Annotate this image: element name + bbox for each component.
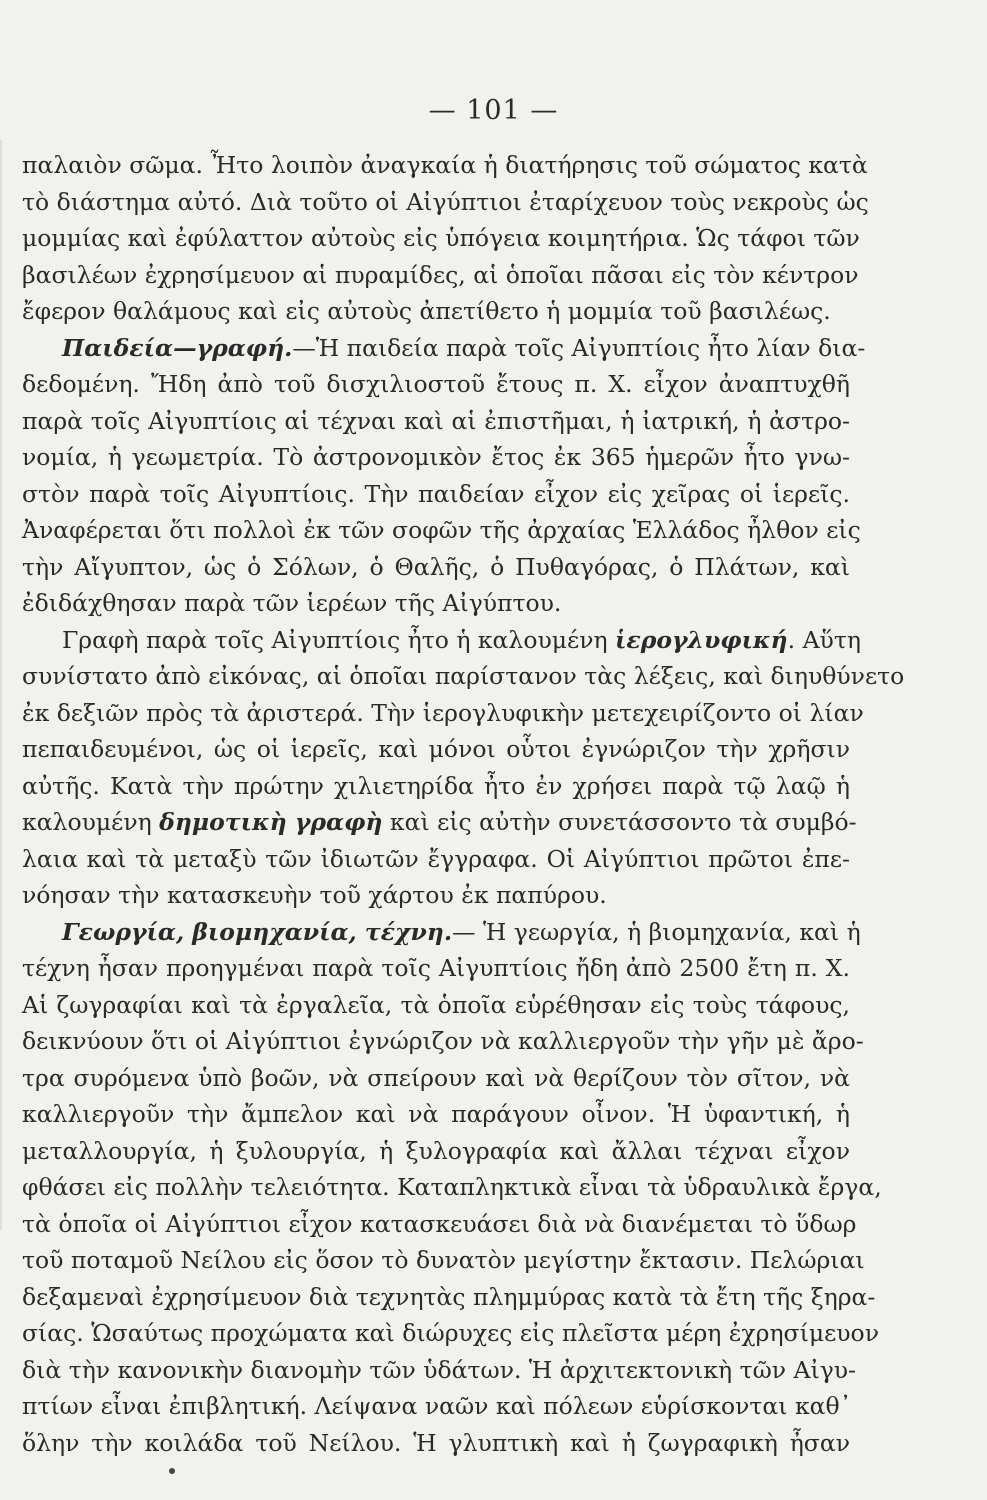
page-number: — 101 — [428, 95, 559, 126]
text-line: δεξαμεναὶ ἐχρησίμευον διὰ τεχνητὰς πλημμύρας κατὰ τὰ ἔτη τῆς ξηρα- [22, 1282, 876, 1311]
emphasized-term: ἱερογλυφική [615, 625, 788, 654]
text-span: καλουμένη [22, 808, 160, 836]
text-line: δεικνύουν ὅτι οἱ Αἰγύπτιοι ἐγνώριζον νὰ καλλιεργοῦν τὴν γῆν μὲ ἄρο- [22, 1027, 864, 1055]
text-line: τοῦ ποταμοῦ Νείλου εἰς ὅσον τὸ δυνατὸν μεγίστην ἔκτασιν. Πελώριαι [22, 1246, 865, 1274]
ink-speck [169, 1468, 175, 1474]
text-line: πεπαιδευμένοι, ὡς οἱ ἱερεῖς, καὶ μόνοι οὗτοι ἐγνώριζον τὴν χρῆσιν [22, 735, 850, 763]
text-line: συνίστατο ἀπὸ εἰκόνας, αἱ ὁποῖαι παρίστανον τὰς λέξεις, καὶ διηυθύνετο [22, 662, 905, 690]
text-line [22, 804, 857, 841]
text-line: ἔφερον θαλάμους καὶ εἰς αὐτοὺς ἀπετίθετο ἡ μομμία τοῦ βασιλέως. [22, 297, 831, 325]
text-line [22, 914, 861, 951]
text-span: — Ἡ γεωργία, ἡ βιομηχανία, καὶ ἡ [452, 917, 861, 946]
text-line: μομμίας καὶ ἐφύλαττον αὐτοὺς εἰς ὑπόγεια κοιμητήρια. Ὡς τάφοι τῶν [22, 224, 860, 252]
text-line: Ἀναφέρεται ὅτι πολλοὶ ἐκ τῶν σοφῶν τῆς ἀρχαίας Ἑλλάδος ἦλθον εἰς [22, 516, 861, 544]
text-line: νομία, ἡ γεωμετρία. Τὸ ἀστρονομικὸν ἔτος ἐκ 365 ἡμερῶν ἦτο γνω- [22, 443, 850, 471]
text-line: τρα συρόμενα ὑπὸ βοῶν, νὰ σπείρουν καὶ νὰ θερίζουν τὸν σῖτον, νὰ [22, 1063, 850, 1092]
text-line: τὴν Αἴγυπτον, ὡς ὁ Σόλων, ὁ Θαλῆς, ὁ Πυθαγόρας, ὁ Πλάτων, καὶ [22, 552, 850, 581]
text-line: μεταλλουργία, ἡ ξυλουργία, ἡ ξυλογραφία καὶ ἄλλαι τέχναι εἶχον [22, 1136, 850, 1165]
text-line: Αἱ ζωγραφίαι καὶ τὰ ἐργαλεῖα, τὰ ὁποῖα εὑρέθησαν εἰς τοὺς τάφους, [22, 990, 850, 1019]
emphasized-term: δημοτικὴ γραφὴ [159, 808, 383, 836]
text-line: σίας. Ὡσαύτως προχώματα καὶ διώρυχες εἰς πλεῖστα μέρη ἐχρησίμευον [22, 1319, 879, 1347]
text-span: Γραφὴ παρὰ τοῖς Αἰγυπτίοις ἦτο ἡ καλουμένη [62, 625, 616, 654]
text-line: φθάσει εἰς πολλὴν τελειότητα. Καταπληκτικὰ εἶναι τὰ ὑδραυλικὰ ἔργα, [22, 1173, 882, 1201]
text-line: ἐδιδάχθησαν παρὰ τῶν ἱερέων τῆς Αἰγύπτου. [22, 589, 562, 617]
text-line: βασιλέων ἐχρησίμευον αἱ πυραμίδες, αἱ ὁποῖαι πᾶσαι εἰς τὸν κέντρον [22, 260, 859, 289]
body-text [22, 147, 905, 1461]
text-span: —Ἡ παιδεία παρὰ τοῖς Αἰγυπτίοις ἦτο λίαν δια- [292, 333, 866, 362]
text-line: τέχνη ἦσαν προηγμέναι παρὰ τοῖς Αἰγυπτίοις ἤδη ἀπὸ 2500 ἔτη π. Χ. [22, 954, 850, 982]
text-line [22, 622, 861, 659]
section-heading: Γεωργία, βιομηχανία, τέχνη. [62, 917, 453, 946]
text-line: πτίων εἶναι ἐπιβλητική. Λείψανα ναῶν καὶ πόλεων εὑρίσκονται καθ᾿ [22, 1392, 852, 1420]
text-span: καὶ εἰς αὐτὴν συνετάσσοντο τὰ συμβό- [382, 808, 857, 836]
text-line: παλαιὸν σῶμα. Ἦτο λοιπὸν ἀναγκαία ἡ διατήρησις τοῦ σώματος κατὰ [22, 151, 868, 179]
text-line: καλλιεργοῦν τὴν ἄμπελον καὶ νὰ παράγουν οἶνον. Ἡ ὑφαντική, ἡ [22, 1100, 850, 1128]
section-heading: Παιδεία—γραφή. [62, 333, 293, 362]
text-line [22, 330, 866, 367]
text-line: στὸν παρὰ τοῖς Αἰγυπτίοις. Τὴν παιδείαν εἶχον εἰς χεῖρας οἱ ἱερεῖς. [22, 479, 850, 508]
binding-shadow [0, 140, 8, 1230]
text-line: διὰ τὴν κανονικὴν διανομὴν τῶν ὑδάτων. Ἡ ἀρχιτεκτονικὴ τῶν Αἰγυ- [22, 1355, 856, 1384]
text-line: παρὰ τοῖς Αἰγυπτίοις αἱ τέχναι καὶ αἱ ἐπιστῆμαι, ἡ ἰατρική, ἡ ἀστρο- [22, 406, 850, 435]
text-line: λαια καὶ τὰ μεταξὺ τῶν ἰδιωτῶν ἔγγραφα. Οἱ Αἰγύπτιοι πρῶτοι ἐπε- [22, 844, 850, 873]
text-line: αὐτῆς. Κατὰ τὴν πρώτην χιλιετηρίδα ἦτο ἐν χρήσει παρὰ τῷ λαῷ ἡ [22, 771, 850, 800]
text-line: τὸ διάστημα αὐτό. Διὰ τοῦτο οἱ Αἰγύπτιοι ἐταρίχευον τοὺς νεκροὺς ὡς [22, 187, 869, 216]
text-line: ὅλην τὴν κοιλάδα τοῦ Νείλου. Ἡ γλυπτικὴ καὶ ἡ ζωγραφικὴ ἦσαν [22, 1428, 850, 1457]
text-span: . Αὕτη [787, 625, 861, 654]
text-line: νόησαν τὴν κατασκευὴν τοῦ χάρτου ἐκ παπύρου. [22, 881, 607, 909]
text-line: δεδομένη. Ἤδη ἀπὸ τοῦ δισχιλιοστοῦ ἔτους π. Χ. εἶχον ἀναπτυχθῆ [22, 370, 850, 398]
text-line: ἐκ δεξιῶν πρὸς τὰ ἀριστερά. Τὴν ἱερογλυφικὴν μετεχειρίζοντο οἱ λίαν [22, 698, 864, 727]
text-line: τὰ ὁποῖα οἱ Αἰγύπτιοι εἶχον κατασκευάσει διὰ νὰ διανέμεται τὸ ὕδωρ [22, 1209, 857, 1238]
